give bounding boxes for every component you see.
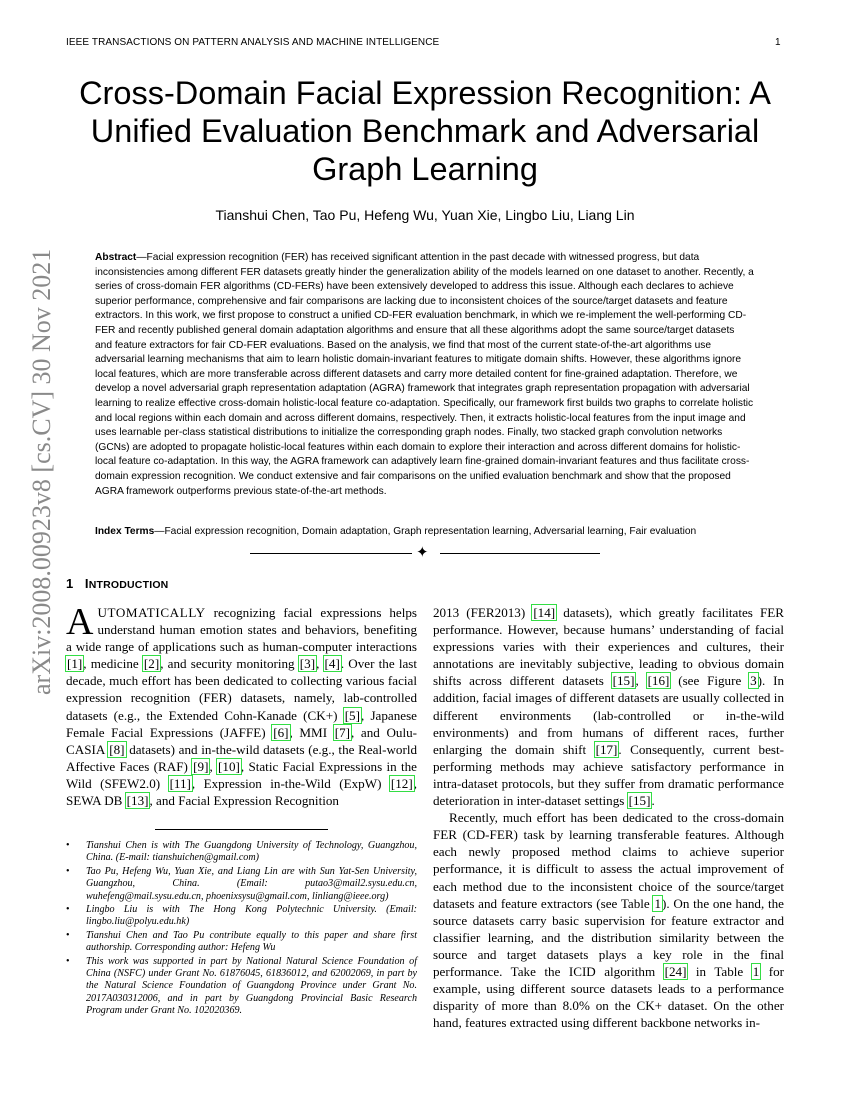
body-text: , MMI xyxy=(289,724,334,740)
citation-link[interactable]: 1 xyxy=(654,895,662,911)
footnote-item: • Tao Pu, Hefeng Wu, Yuan Xie, and Liang Lin are with Sun Yat-Sen University, Guangzhou, China. (Email: putao3@mail2.sysu.edu.cn, wuhefeng@mail.sysu.edu.cn, phoenixsysu@gmail.com, linliang@ieee.org) xyxy=(86,866,417,903)
citation-link[interactable]: [16] xyxy=(647,673,670,689)
body-text: , Japanese Female Facial Expressions (JAFFE) xyxy=(66,707,417,740)
body-text: for example, using different source datasets leads to a performance disparity of more than 8.0% on the CK+ dataset. On the other hand, features extracted using different backbone networks in- xyxy=(433,963,784,1031)
body-column-left xyxy=(66,601,418,809)
footnotes xyxy=(66,840,417,1019)
body-text: (see Figure xyxy=(670,673,750,689)
footnote-item: • Lingbo Liu is with The Hong Kong Polytechnic University. (Email: lingbo.liu@polyu.edu.hk) xyxy=(86,904,417,929)
citation-link[interactable]: [3] xyxy=(299,656,316,672)
footnote-list xyxy=(66,840,417,1018)
body-text: , xyxy=(316,656,324,672)
abstract xyxy=(95,251,754,499)
body-text: , Expression in-the-Wild (ExpW) xyxy=(191,775,390,791)
citation-link[interactable]: [17] xyxy=(595,741,618,757)
body-text: 2013 (FER2013) xyxy=(433,605,533,620)
citation-link[interactable]: [13] xyxy=(126,793,149,809)
footnote-item: • This work was supported in part by National Natural Science Foundation of China (NSFC) under Grant No. 61876045, 61836012, and 62002069, in part by the Natural Science Foundation of Guangdong Province under Grant No. 2017A030312006, and in part by Guangdong Provincial Basic Research Program under Grant No. 102020369. xyxy=(86,956,417,1018)
divider-line-left xyxy=(250,553,412,554)
footnote-rule xyxy=(155,829,328,830)
running-header: IEEE TRANSACTIONS ON PATTERN ANALYSIS AND MACHINE INTELLIGENCE xyxy=(66,37,440,48)
body-text: , and Oulu-CASIA xyxy=(66,724,417,757)
citation-link[interactable]: [4] xyxy=(324,656,340,672)
left-column-text xyxy=(66,601,418,809)
body-text: , and security monitoring xyxy=(160,656,299,672)
index-terms xyxy=(95,525,775,539)
divider-star-icon: ✦ xyxy=(416,543,429,561)
section-divider xyxy=(250,545,600,561)
body-text: ). In addition, facial images of different datasets are usually collected in different environments (lab-controlled or in-the-wild environments) and from humans of different races, further enlarging the domain shift xyxy=(433,673,784,757)
body-text: , and Facial Expression Recognition xyxy=(149,793,339,809)
divider-line-right xyxy=(440,553,600,554)
drop-cap: A xyxy=(66,601,94,643)
index-terms-text: —Facial expression recognition, Domain adaptation, Graph representation learning, Adversarial learning, Fair evaluation xyxy=(154,526,697,537)
body-column-right xyxy=(433,604,784,1031)
page-number: 1 xyxy=(775,37,781,48)
index-terms-label: Index Terms xyxy=(95,526,155,537)
body-text: Recently, much effort has been dedicated to the cross-domain FER (CD-FER) task by learning transferable features. Although each newly proposed method claims to achieve superior performance, it is difficult to assess the actual improvement of each method due to the inconsistent choice of the source/target datasets and feature extractors (see Table xyxy=(433,810,784,911)
section-heading xyxy=(66,576,168,591)
body-text: datasets), which greatly facilitates FER performance. However, because humans’ understanding of facial expressions varies with their experiences and cultures, their annotations are inevitably subjective, leading to obvious domain shifts across different datasets xyxy=(433,605,784,689)
citation-link[interactable]: [14] xyxy=(533,605,556,620)
abstract-label: Abstract xyxy=(95,252,137,263)
lead-smallcaps: UTOMATICALLY xyxy=(97,605,206,620)
body-text: , xyxy=(209,758,218,774)
citation-link[interactable]: [12] xyxy=(390,775,413,791)
body-text: , medicine xyxy=(83,656,143,672)
citation-link[interactable]: 1 xyxy=(752,963,760,979)
paper-title: Cross-Domain Facial Expression Recognition: A Unified Evaluation Benchmark and Adversarial Graph Learning xyxy=(79,75,771,187)
citation-link[interactable]: [6] xyxy=(273,724,289,740)
citation-link[interactable]: [10] xyxy=(218,758,240,774)
body-text: . Consequently, current best-performing methods may achieve satisfactory performance in intra-dataset protocols, but they suffer from dramatic performance deterioration in inter-dataset settings xyxy=(433,741,784,809)
right-paragraph-2 xyxy=(433,809,784,1031)
body-text: , SEWA DB xyxy=(66,775,417,809)
citation-link[interactable]: [7] xyxy=(334,724,350,740)
body-text: . Over the last decade, much effort has been dedicated to collecting various facial expression recognition (FER) datasets, namely, lab-controlled datasets (e.g., the Extended Cohn-Kanade (CK+) xyxy=(66,656,418,723)
citation-link[interactable]: [5] xyxy=(344,707,360,723)
citation-link[interactable]: [24] xyxy=(664,963,687,979)
citation-link[interactable]: 3 xyxy=(750,673,757,689)
right-paragraph-1 xyxy=(433,604,784,809)
citation-link[interactable]: [8] xyxy=(109,741,125,757)
section-title-rest: NTRODUCTION xyxy=(88,579,169,591)
author-list: Tianshui Chen, Tao Pu, Hefeng Wu, Yuan Xie, Lingbo Liu, Liang Lin xyxy=(215,207,635,223)
citation-link[interactable]: [9] xyxy=(193,758,209,774)
section-title-initial: I xyxy=(84,576,89,591)
citation-link[interactable]: [15] xyxy=(612,673,635,689)
citation-link[interactable]: [11] xyxy=(169,775,191,791)
arxiv-stamp: arXiv:2008.00923v8 [cs.CV] 30 Nov 2021 xyxy=(27,248,56,695)
citation-link[interactable]: [15] xyxy=(628,793,651,809)
body-text: , Static Facial Expressions in the Wild (SFEW2.0) xyxy=(66,758,417,791)
body-text: in Table xyxy=(687,963,752,979)
abstract-text: —Facial expression recognition (FER) has received significant attention in the past decade with witnessed progress, but data inconsistencies among different FER datasets greatly hinder the generalization ability of the models learned on one dataset to another. Recently, a series of cross-domain FER algorithms (CD-FERs) have been extensively developed to address this issue. Although each declares to achieve superior performance, comprehensive and fair comparisons are lacking due to inconsistent choices of the source/target datasets and feature extractors. In this work, we first propose to construct a unified CD-FER evaluation benchmark, in which we re-implement the well-performing CD-FER and recently published general domain adaptation algorithms and ensure that all these algorithms adopt the same source/target datasets and feature extractors for fair CD-FER evaluations. Based on the analysis, we find that most of the current state-of-the-art algorithms use adversarial learning mechanisms that aim to learn holistic domain-invariant features to mitigate domain shifts. However, these algorithms ignore local features, which are more transferable across different datasets and carry more detailed content for fine-grained adaptation. Therefore, we develop a novel adversarial graph representation adaptation (AGRA) framework that integrates graph representation propagation with adversarial learning to realize effective cross-domain holistic-local feature co-adaptation. Specifically, our framework first builds two graphs to correlate holistic and local regions within each domain and across different domains, respectively. Then, it extracts holistic-local features from the input image and uses learnable per-class statistical distributions to initialize the corresponding graph nodes. Finally, two stacked graph convolution networks (GCNs) are adopted to propagate holistic-local features within each domain to explore their interaction and across different domains for holistic-local feature co-adaptation. In this way, the AGRA framework can adaptively learn fine-grained domain-invariant features and thus facilitate cross-domain expression recognition. We conduct extensive and fair comparisons on the unified evaluation benchmark and show that the proposed AGRA framework outperforms previous state-of-the-art methods. xyxy=(95,252,754,497)
body-text: datasets) and in-the-wild datasets (e.g., the Real-world Affective Faces (RAF) xyxy=(66,741,418,774)
footnote-item: • Tianshui Chen and Tao Pu contribute equally to this paper and share first authorship. Corresponding author: Hefeng Wu xyxy=(86,930,417,955)
citation-link[interactable]: [2] xyxy=(143,656,160,672)
body-text: ). On the one hand, the source datasets carry basic supervision for feature extractor and classifier learning, and the distribution similarity between the source and target datasets plays a key role in the final performance. Take the ICID algorithm xyxy=(433,895,784,979)
footnote-item: • Tianshui Chen is with The Guangdong University of Technology, Guangzhou, China. (E-mail: tianshuichen@gmail.com) xyxy=(86,840,417,865)
citation-link[interactable]: [1] xyxy=(67,656,83,672)
section-number: 1 xyxy=(66,576,74,591)
body-text: . xyxy=(651,793,655,809)
body-text: , xyxy=(635,673,647,689)
body-text: recognizing facial expressions helps understand human emotion states and behaviors, benefiting a wide range of applications such as human-computer interactions xyxy=(66,605,417,655)
